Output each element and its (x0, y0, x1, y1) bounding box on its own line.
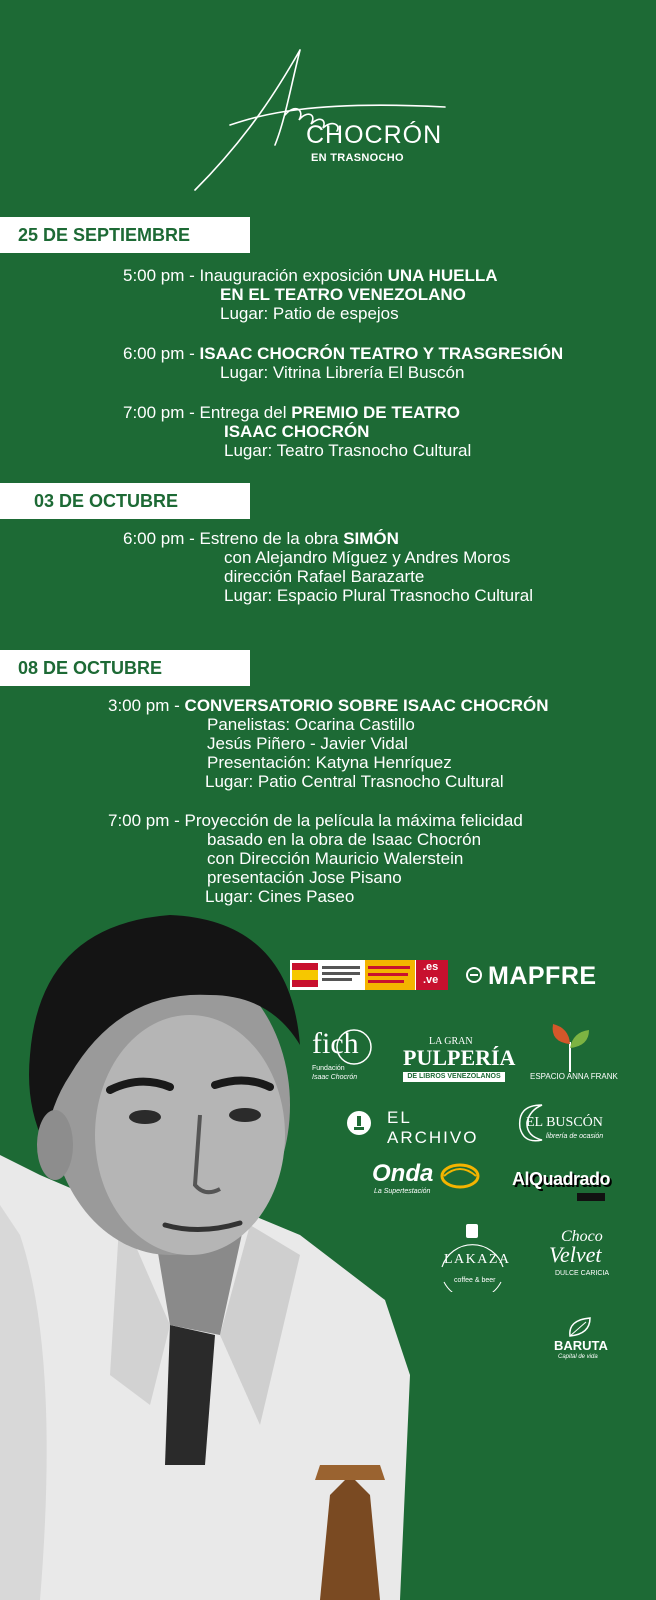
alquadrado-logo (512, 1165, 612, 1201)
date-bar-3: 08 DE OCTUBRE (0, 650, 250, 686)
baruta-sub: Capital de vida (558, 1354, 598, 1360)
logo-name: CHOCRÓN (306, 121, 443, 149)
pulperia-main: PULPERÍA (403, 1045, 516, 1070)
archivo-icon (347, 1111, 371, 1135)
lakaza-sub: coffee & beer (454, 1277, 496, 1284)
fich-sub1: Fundación (312, 1065, 345, 1072)
pulperia-sub: DE LIBROS VENEZOLANOS (403, 1072, 505, 1082)
event-4: 6:00 pm - Estreno de la obra SIMÓN con Alejandro Míguez y Andres Moros dirección Rafael Barazarte Lugar: Espacio Plural Trasnocho Cultural (123, 529, 533, 605)
archivo-line1: EL (387, 1108, 412, 1127)
event-time: 3:00 pm (108, 696, 170, 715)
event-text: con Dirección Mauricio Walerstein (207, 849, 464, 868)
buscon-sub: librería de ocasión (546, 1133, 604, 1140)
event-venue: Lugar: Patio Central Trasnocho Cultural (205, 772, 504, 791)
spain-es-label: .es (423, 961, 439, 973)
lakaza-label: LAKAZA (444, 1252, 511, 1267)
date-bar-1: 25 DE SEPTIEMBRE (0, 217, 250, 253)
event-title: CONVERSATORIO SOBRE ISAAC CHOCRÓN (184, 696, 549, 715)
event-text: Inauguración exposición (199, 266, 388, 285)
alquadrado-stripe (577, 1193, 605, 1201)
event-venue: Lugar: Teatro Trasnocho Cultural (224, 441, 472, 460)
baruta-label: BARUTA (554, 1338, 608, 1353)
choco-velvet-logo (545, 1228, 625, 1288)
onda-logo (372, 1160, 482, 1200)
event-title: ISAAC CHOCRÓN (224, 422, 370, 441)
mapfre-logo (466, 960, 597, 995)
event-text: Presentación: Katyna Henríquez (207, 753, 452, 772)
event-text: con Alejandro Míguez y Andres Moros (224, 548, 511, 567)
event-time: 5:00 pm (123, 266, 185, 285)
event-2: 6:00 pm - ISAAC CHOCRÓN TEATRO Y TRASGRESIÓN Lugar: Vitrina Librería El Buscón (123, 344, 564, 382)
sprout-icon (545, 1022, 595, 1072)
event-venue: Lugar: Espacio Plural Trasnocho Cultural (224, 586, 533, 605)
event-text: Estreno de la obra (199, 529, 344, 548)
event-text: Proyección de la película la máxima felicidad (184, 811, 523, 830)
alquadrado-label: AlQuadrado (512, 1169, 611, 1189)
portrait-photo (0, 905, 420, 1600)
chocron-logo (190, 45, 470, 205)
event-text: Jesús Piñero - Javier Vidal (207, 734, 408, 753)
event-text: dirección Rafael Barazarte (224, 567, 425, 586)
pulperia-top: LA GRAN (429, 1036, 473, 1047)
fich-logo (312, 1027, 382, 1087)
mapfre-label: MAPFRE (488, 962, 597, 990)
buscon-label: EL BUSCÓN (526, 1115, 603, 1130)
event-venue: Lugar: Vitrina Librería El Buscón (220, 363, 465, 382)
anna-frank-logo (530, 1022, 630, 1092)
event-title: PREMIO DE TEATRO (291, 403, 460, 422)
event-text: presentación Jose Pisano (207, 868, 402, 887)
event-time: 6:00 pm (123, 529, 185, 548)
event-1: 5:00 pm - Inauguración exposición UNA HUELLA EN EL TEATRO VENEZOLANO Lugar: Patio de espejos (123, 266, 498, 323)
fich-label: fich (312, 1027, 359, 1060)
pulperia-logo (403, 1036, 516, 1084)
el-archivo-logo (347, 1108, 487, 1152)
event-title: UNA HUELLA (387, 266, 498, 285)
event-3: 7:00 pm - Entrega del PREMIO DE TEATRO ISAAC CHOCRÓN Lugar: Teatro Trasnocho Cultural (123, 403, 472, 460)
archivo-line2: ARCHIVO (387, 1128, 479, 1147)
el-buscon-logo (512, 1100, 622, 1150)
event-5: 3:00 pm - CONVERSATORIO SOBRE ISAAC CHOCRÓN Panelistas: Ocarina Castillo Jesús Piñero - Javier Vidal Presentación: Katyna Henríquez Lugar: Patio Central Trasnocho Cultural (108, 696, 549, 791)
event-title: SIMÓN (343, 529, 399, 548)
event-text: Panelistas: Ocarina Castillo (207, 715, 415, 734)
choco-line1: Choco (561, 1228, 603, 1245)
event-time: 6:00 pm (123, 344, 185, 363)
mapfre-icon (466, 960, 486, 990)
onda-waves-icon (440, 1162, 480, 1190)
choco-sub: DULCE CARICIA (555, 1270, 610, 1277)
event-title: ISAAC CHOCRÓN TEATRO Y TRASGRESIÓN (199, 344, 564, 363)
date-bar-2: 03 DE OCTUBRE (0, 483, 250, 519)
baruta-logo (550, 1316, 610, 1366)
onda-sub: La Supertestación (374, 1188, 431, 1195)
event-title: EN EL TEATRO VENEZOLANO (220, 285, 466, 304)
onda-label: Onda (372, 1160, 434, 1187)
spain-ve-label: .ve (423, 974, 439, 986)
event-text: basado en la obra de Isaac Chocrón (207, 830, 482, 849)
logo-subtitle: EN TRASNOCHO (311, 152, 404, 164)
lakaza-logo (430, 1222, 515, 1292)
event-venue: Lugar: Patio de espejos (220, 304, 399, 323)
anna-frank-label: ESPACIO ANNA FRANK (530, 1072, 618, 1081)
event-6: 7:00 pm - Proyección de la película la máxima felicidad basado en la obra de Isaac Chocrón con Dirección Mauricio Walerstein presentación Jose Pisano Lugar: Cines Paseo (108, 811, 523, 906)
event-venue: Lugar: Cines Paseo (205, 887, 355, 906)
spain-logo (290, 960, 448, 995)
event-time: 7:00 pm (108, 811, 170, 830)
fich-sub2: Isaac Chocrón (312, 1074, 358, 1081)
event-text: Entrega del (199, 403, 292, 422)
choco-line2: Velvet (549, 1242, 602, 1267)
event-time: 7:00 pm (123, 403, 185, 422)
leaf-icon (566, 1316, 594, 1338)
